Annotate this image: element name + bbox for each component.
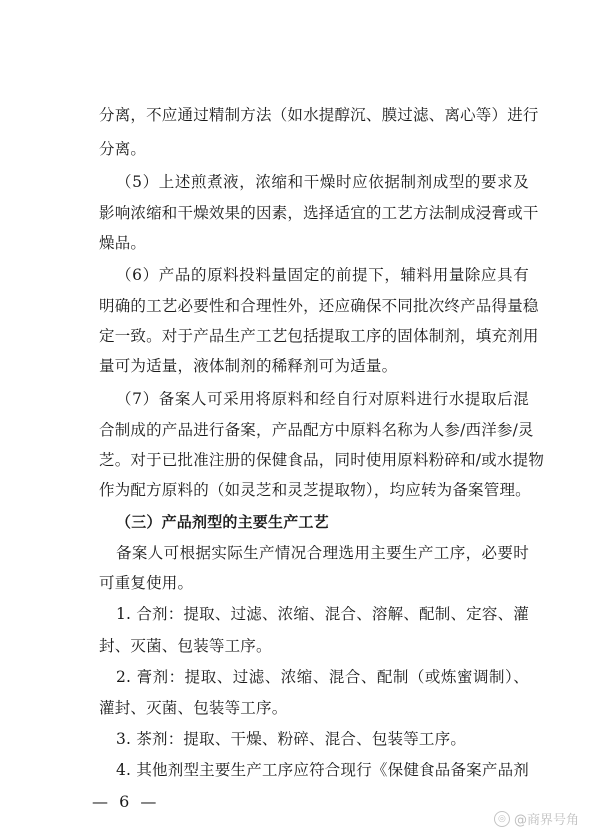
paragraph-line: 量可为适量，液体制剂的稀释剂可为适量。 — [99, 357, 398, 375]
list-item-line: 4. 其他剂型主要生产工序应符合现行《保健食品备案产品剂 — [116, 761, 529, 779]
list-item-line: 1. 合剂：提取、过滤、浓缩、混合、溶解、配制、定容、灌 — [116, 605, 529, 623]
paragraph-line: 分离，不应通过精制方法（如水提醇沉、膜过滤、离心等）进行 — [99, 106, 539, 124]
list-item-line: 封、灭菌、包装等工序。 — [99, 637, 272, 655]
paragraph-line: 可重复使用。 — [99, 574, 194, 592]
section-heading: （三）产品剂型的主要生产工艺 — [116, 513, 329, 531]
list-item-line: 2. 膏剂：提取、过滤、浓缩、混合、配制（或炼蜜调制）、 — [116, 668, 529, 686]
paragraph-line: 明确的工艺必要性和合理性外，还应确保不同批次终产品得量稳 — [99, 297, 539, 315]
page-number: — 6 — — [92, 792, 160, 811]
paragraph-line: 影响浓缩和干燥效果的因素，选择适宜的工艺方法制成浸膏或干 — [99, 204, 539, 222]
paragraph-line: 燥品。 — [99, 234, 147, 252]
paragraph-line: （6）产品的原料投料量固定的前提下，辅料用量除应具有 — [116, 266, 529, 284]
paragraph-line: 作为配方原料的（如灵芝和灵芝提取物），均应转为备案管理。 — [99, 481, 531, 499]
paragraph-line: （5）上述煎煮液，浓缩和干燥时应依据制剂成型的要求及 — [116, 173, 529, 191]
list-item-line: 灌封、灭菌、包装等工序。 — [99, 699, 288, 717]
paragraph-line: 备案人可根据实际生产情况合理选用主要生产工序，必要时 — [116, 544, 529, 562]
paragraph-line: （7）备案人可采用将原料和经自行对原料进行水提取后混 — [116, 390, 529, 408]
watermark-logo-icon: ◎ — [494, 811, 510, 827]
paragraph-line: 合制成的产品进行备案，产品配方中原料名称为人参/西洋参/灵 — [99, 421, 534, 439]
list-item-line: 3. 茶剂：提取、干燥、粉碎、混合、包装等工序。 — [116, 730, 467, 748]
paragraph-line: 芝。对于已批准注册的保健食品，同时使用原料粉碎和/或水提物 — [99, 451, 545, 469]
paragraph-line: 定一致。对于产品生产工艺包括提取工序的固体制剂，填充剂用 — [99, 327, 539, 345]
watermark — [494, 809, 579, 828]
paragraph-line: 分离。 — [99, 140, 147, 158]
watermark-text: @商界号角 — [513, 813, 579, 828]
